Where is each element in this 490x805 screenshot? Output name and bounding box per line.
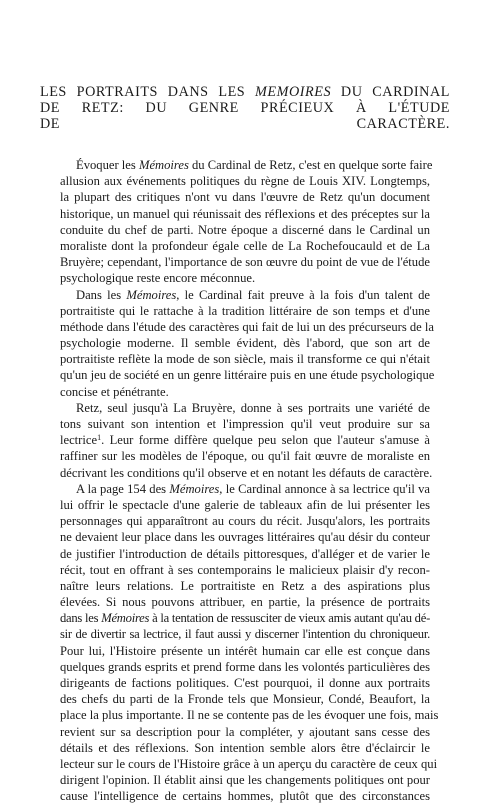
text-line: cause l'intelligence de certains hommes, plutôt que des circonstances [60,789,430,804]
text-line: de justifier l'introduction de détails pittoresques, d'alléger et de varier le [60,546,430,561]
text-run: Évoquer les [76,158,139,172]
text-line: dirigeants de factions politiques. C'est pourquoi, il donne aux portraits [60,676,430,690]
text-line: portraitiste reflète la mode de son siècle, mais il transforme ce qui n'était [60,352,430,367]
text-line [60,157,433,173]
text-line: place la plus importante. Il ne se contente pas de les évoquer une fois, mais [60,708,439,723]
text-line: la plupart des critiques n'ont vu dans l'œuvre de Retz qu'un document [60,190,430,205]
text-run: A la page 154 des [76,481,170,496]
italic-title: Mémoires [169,481,220,496]
italic-title: Mémoires [101,611,150,626]
text-line: méthode dans l'étude des caractères qui fait de lui un des précurseurs de la [60,319,434,334]
italic-title: Mémoires [126,287,177,302]
text-line: tons suivant son intention et l'impression qu'il veut produire sur sa [60,417,430,431]
text-line: revient sur sa description pour la compléter, y ajoutant sans cesse des [60,724,430,739]
text-line: quelques grands esprits et prend forme dans les volontés particulières des [60,659,430,674]
text-line: élevées. Si nous pouvons attribuer, en partie, la présence de portraits [60,595,430,610]
paragraph-1 [60,157,433,287]
text-line: Bruyère; cependant, l'importance de son œuvre du point de vue de l'étude [60,255,430,270]
text-run: à la tentation de ressusciter de vieux amis autant qu'au dé- [149,611,431,626]
article-title [40,84,450,133]
title-text: DU CARDINAL [331,84,450,100]
text-line: naître leurs relations. Le portraitiste en Retz a des aspirations plus [60,578,430,593]
text-line: raffiner sur les modèles de l'époque, ou qu'il fait œuvre de moraliste en [60,449,430,464]
text-line: des chefs du parti de la Fronde tels que Monsieur, Condé, Beaufort, la [60,692,430,707]
italic-title: Mémoires [138,158,189,172]
text-line: dirigent l'opinion. Il établit ainsi que les changements politiques ont pour [60,773,430,788]
text-run: . Leur forme diffère quelque peu selon que l'auteur s'amuse à [101,433,430,448]
text-line: lui offrir le spectacle d'une galerie de tableaux afin de lui présenter les [60,497,430,512]
text-line [60,287,430,303]
text-run: du Cardinal de Retz, c'est en quelque sorte faire [188,158,433,172]
text-line: portraitiste qui le rattache à la tradition littéraire de son temps et d'une [60,303,430,318]
text-line [60,610,430,626]
text-line: psychologique reste encore méconnue. [60,271,256,286]
text-line: moraliste dont la profondeur égale celle de La Rochefoucauld et de La [60,238,430,253]
text-run: , le Cardinal fait preuve à la fois d'un talent de [176,287,430,302]
title-line-1 [40,84,450,100]
paragraph-2 [60,287,435,400]
text-line: sir de divertir sa lectrice, il faut aussi y discerner l'intention du chroniqueur. [60,627,430,642]
text-line: ne devaient leur place dans les ouvrages littéraires qu'au désir du conteur [60,530,430,545]
text-line: Pour lui, l'Histoire présente un intérêt humain car elle est conçue dans [60,643,430,658]
article-body [60,157,439,805]
title-line-2: DE RETZ: DU GENRE PRÉCIEUX À L'ÉTUDE [40,100,450,117]
title-text: LES PORTRAITS DANS LES [40,84,256,100]
text-line: récit, tout en offrant à ses contemporains le malicieux plaisir d'y recon- [60,562,430,577]
text-line: concise et pénétrante. [60,384,169,399]
footnote-marker: 1 [97,433,102,443]
text-line: qu'un jeu de société en un genre littéraire puis en une étude psychologique [60,368,435,383]
text-run: Dans les [76,287,127,302]
text-line: personnages qui apparaîtront au cours du récit. Jusqu'alors, les portraits [60,514,430,529]
text-line [60,481,430,497]
title-emphasis: MEMOIRES [255,84,332,100]
text-run: dans les [60,611,102,626]
text-line: allusion aux événements politiques du règne de Louis XIV. Longtemps, [60,174,430,189]
text-line: lecteur sur le cours de l'Histoire grâce à un aperçu du caractère de ceux qui [60,756,438,771]
text-line: psychologie moderne. Il semble évident, dès l'abord, que son art de [60,336,430,351]
text-line: décrivant les conditions qu'il observe et en notant les défauts de caractère. [60,465,433,480]
text-line: conduite du chef de parti. Notre époque a discerné dans le Cardinal un [60,222,430,237]
paragraph-3 [60,400,433,481]
text-line: détails et des réflexions. Son intention semble alors être d'éclaircir le [60,740,430,755]
text-run: , le Cardinal annonce à sa lectrice qu'il va [219,481,431,496]
text-line: historique, un manuel qui réunissait des réflexions et des préceptes sur la [60,206,430,221]
text-run: lectrice [60,433,98,448]
text-line [60,432,430,448]
paragraph-4 [60,481,439,805]
text-line: Retz, seul jusqu'à La Bruyère, donne à ses portraits une variété de [76,400,430,415]
title-line-3: DE CARACTÈRE. [40,116,450,133]
